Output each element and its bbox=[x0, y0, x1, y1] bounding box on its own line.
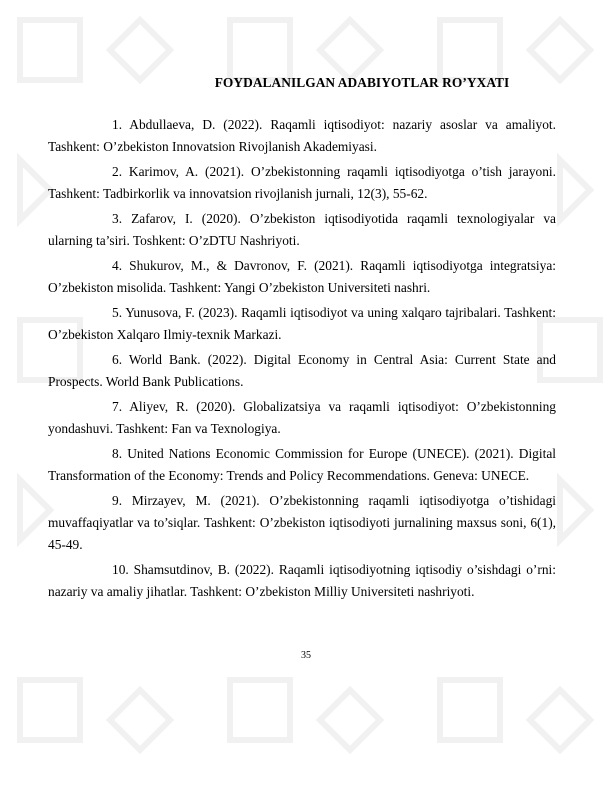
reference-item-6: 6. World Bank. (2022). Digital Economy in Central Asia: Current State and Prospects. World Bank Publications. bbox=[48, 352, 556, 389]
reference-item-1: 1. Abdullaeva, D. (2022). Raqamli iqtisodiyot: nazariy asoslar va amaliyot. Tashkent: O’zbekiston Innovatsion Rivojlanish Akademiyasi. bbox=[48, 117, 556, 154]
reference-item-9: 9. Mirzayev, M. (2021). O’zbekistonning raqamli iqtisodiyotga o’tishidagi muvaffaqiyatlar va to’siqlar. Tashkent: O’zbekiston iqtisodiyoti jurnalining maxsus soni, 6(1), 45-49. bbox=[48, 493, 556, 552]
reference-item-3: 3. Zafarov, I. (2020). O’zbekiston iqtisodiyotida raqamli texnologiyalar va ularning ta’siri. Toshkent: O’zDTU Nashriyoti. bbox=[48, 211, 556, 248]
reference-item-4: 4. Shukurov, M., & Davronov, F. (2021). Raqamli iqtisodiyotga integratsiya: O’zbekiston misolida. Tashkent: Yangi O’zbekiston Universiteti nashri. bbox=[48, 258, 556, 295]
reference-item-10: 10. Shamsutdinov, B. (2022). Raqamli iqtisodiyotning iqtisodiy o’sishdagi o’rni: nazariy va amaliy jihatlar. Tashkent: O’zbekiston Milliy Universiteti nashriyoti. bbox=[48, 562, 556, 599]
page-title: FOYDALANILGAN ADABIYOTLAR RO’YXATI bbox=[214, 75, 510, 90]
reference-item-5: 5. Yunusova, F. (2023). Raqamli iqtisodiyot va uning xalqaro tajribalari. Tashkent: O’zbekiston Xalqaro Ilmiy-texnik Markazi. bbox=[48, 305, 556, 342]
document-page bbox=[48, 74, 556, 606]
reference-list bbox=[48, 114, 556, 603]
reference-item-2: 2. Karimov, A. (2021). O’zbekistonning raqamli iqtisodiyotga o’tish jarayoni. Tashkent: Tadbirkorlik va innovatsion rivojlanish jurnali, 12(3), 55-62. bbox=[48, 164, 556, 201]
page-number: 35 bbox=[301, 650, 311, 661]
reference-item-8: 8. United Nations Economic Commission for Europe (UNECE). (2021). Digital Transformation of the Economy: Trends and Policy Recommendations. Geneva: UNECE. bbox=[48, 446, 556, 483]
reference-item-7: 7. Aliyev, R. (2020). Globalizatsiya va raqamli iqtisodiyot: O’zbekistonning yondashuvi. Tashkent: Fan va Texnologiya. bbox=[48, 399, 556, 436]
